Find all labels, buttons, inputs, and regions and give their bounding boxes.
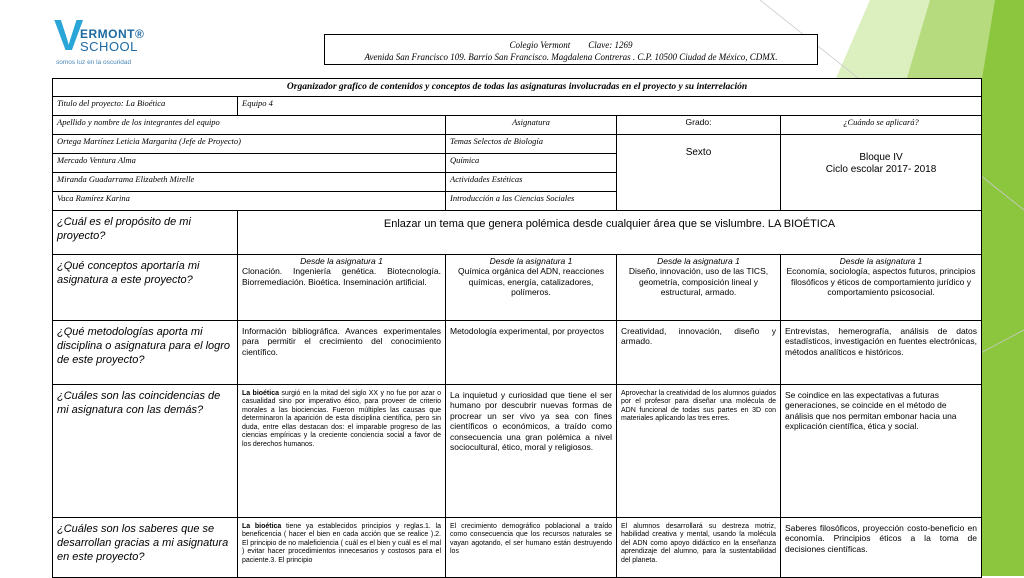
- concepts-text: Clonación. Ingeniería genética. Biotecnología. Biorremediación. Bioética. Inseminación artificial.: [242, 266, 441, 287]
- when-block: Bloque IV: [859, 151, 903, 163]
- methods-text: Información bibliográfica. Avances experimentales para permitir el crecimiento del conocimiento científico.: [238, 320, 446, 384]
- member-row: [53, 134, 982, 153]
- member-name: Ortega Martínez Leticia Margarita (Jefe de Proyecto): [53, 134, 446, 153]
- methods-text: Entrevistas, hemerografía, análisis de datos estadísticos, investigación en fuentes electrónicas, métodos analíticos e históricos.: [781, 320, 982, 384]
- when-cycle: Ciclo escolar 2017- 2018: [825, 163, 937, 175]
- organizer-table: [52, 78, 982, 578]
- table-title-row: [53, 79, 982, 97]
- answer-purpose: Enlazar un tema que genera polémica desde cualquier área que se vislumbre. LA BIOÉTICA: [238, 210, 982, 254]
- concepts-cell: [617, 254, 781, 320]
- coincidences-row: [53, 384, 982, 517]
- question-coincidences: ¿Cuáles son las coincidencias de mi asignatura con las demás?: [53, 384, 238, 517]
- desde-label: Desde la asignatura 1: [657, 255, 740, 266]
- logo-slogan: somos luz en la oscuridad: [56, 59, 132, 66]
- desde-label: Desde la asignatura 1: [489, 255, 573, 266]
- table-title: Organizador grafico de contenidos y conceptos de todas las asignaturas involucradas en el proyecto y su interrelación: [53, 79, 982, 97]
- desde-label: Desde la asignatura 1: [300, 255, 383, 266]
- knowledge-body: tiene ya establecidos principios y reglas.1. la beneficencia ( hacer el bien en cada acción que se realice ).2. El principio de no maleficiencia ( cuál es el bien y cuál es el mal ) evitar hacer procedimientos innecesarios y costosos para el paciente.3. El principio: [242, 522, 441, 564]
- member-name: Vaca Ramírez Karina: [53, 191, 446, 210]
- members-header: Apellido y nombre de los integrantes del equipo: [53, 115, 446, 134]
- grade-header: Grado:: [617, 115, 781, 134]
- coincidences-text: Se coindice en las expectativas a futuras generaciones, se coincide en el método de análisis que nos permitan embonar hacia una explicación científica, ética y social.: [781, 384, 982, 517]
- purpose-row: [53, 210, 982, 254]
- member-name: Mercado Ventura Alma: [53, 153, 446, 172]
- concepts-text: Química orgánica del ADN, reacciones químicas, energía, catalizadores, polímeros.: [458, 266, 604, 297]
- question-knowledge: ¿Cuáles son los saberes que se desarrollan gracias a mi asignatura en este proyecto?: [53, 517, 238, 577]
- grade-value: Sexto: [617, 134, 781, 210]
- project-title: Titulo del proyecto: La Bioética: [53, 96, 238, 115]
- knowledge-text: El crecimiento demográfico poblacional a traído como consecuencia que los recursos naturales se vayan agotando, el ser humano están destruyendo los: [446, 517, 617, 577]
- member-subject: Química: [446, 153, 617, 172]
- member-subject: Temas Selectos de Biología: [446, 134, 617, 153]
- coincidences-text: [238, 384, 446, 517]
- concepts-row: [53, 254, 982, 320]
- organizer-table-wrapper: [52, 78, 981, 578]
- question-purpose: ¿Cuál es el propósito de mi proyecto?: [53, 210, 238, 254]
- question-concepts: ¿Qué conceptos aportaría mi asignatura a este proyecto?: [53, 254, 238, 320]
- logo-brand-top: ERMONT®: [80, 27, 145, 41]
- methods-text: Metodología experimental, por proyectos: [446, 320, 617, 384]
- coincidences-body: surgió en la mitad del siglo XX y no fue por azar o casualidad sino por imperativo ético, para proveer de criterio morales a las biociencias. Fueron múltiples las causas que determinaron la aparición de esta disciplina científica, pero sin duda, entre ellas destacan dos: el imparable progreso de las ciencias empíricas y la creciente conciencia social a favor de los derechos humanos.: [242, 389, 441, 448]
- desde-label: Desde la asignatura 1: [839, 255, 923, 266]
- members-header-row: [53, 115, 982, 134]
- project-row: [53, 96, 982, 115]
- coincidences-text: Aprovechar la creatividad de los alumnos guiados por el profesor para diseñar una molécula de ADN funcional de todas sus partes en 3D con materiales aplicando las tres erres.: [617, 384, 781, 517]
- member-subject: Introducción a las Ciencias Sociales: [446, 191, 617, 210]
- knowledge-row: [53, 517, 982, 577]
- concepts-text: Economía, sociología, aspectos futuros, principios filosóficos y éticos de comportamiento jurídico y comportamiento psicosocial.: [786, 266, 976, 297]
- subject-header: Asignatura: [446, 115, 617, 134]
- school-address: Avenida San Francisco 109. Barrio San Francisco. Magdalena Contreras . C.P. 10500 Ciudad de México, CDMX.: [364, 52, 778, 62]
- knowledge-text: [238, 517, 446, 577]
- vermont-logo: [50, 11, 160, 70]
- bioetica-bold: La bioética: [242, 522, 282, 530]
- when-value: [781, 134, 982, 210]
- concepts-text: Diseño, innovación, uso de las TICS, geometría, composición lineal y estructural, armado.: [628, 266, 769, 297]
- member-name: Miranda Guadarrama Elizabeth Mirelle: [53, 172, 446, 191]
- coincidences-text: La inquietud y curiosidad que tiene el ser humano por descubrir nuevas formas de procrear un ser vivo ya sea con fines científicos o económicos, a traído como consecuencia una gran polémica a nivel sociocultural, ético, moral y religiosos.: [446, 384, 617, 517]
- question-methods: ¿Qué metodologías aporta mi disciplina o asignatura para el logro de este proyecto?: [53, 320, 238, 384]
- member-subject: Actividades Estéticas: [446, 172, 617, 191]
- school-header: [324, 34, 818, 65]
- school-name: Colegio Vermont Clave: 1269: [509, 40, 633, 50]
- concepts-cell: [238, 254, 446, 320]
- knowledge-text: El alumnos desarrollará su destreza motriz, habilidad creativa y mental, usando la molécula del ADN como apoyo didáctico en la enseñanza aprendizaje del alumno, para la sustentabilidad del planeta.: [617, 517, 781, 577]
- bioetica-bold: La bioética: [242, 389, 279, 397]
- when-header: ¿Cuándo se aplicará?: [781, 115, 982, 134]
- methods-text: Creatividad, innovación, diseño y armado.: [617, 320, 781, 384]
- logo-mark: V: [54, 11, 84, 60]
- concepts-cell: [446, 254, 617, 320]
- logo-brand-bottom: SCHOOL: [80, 39, 138, 54]
- team-name: Equipo 4: [238, 96, 982, 115]
- concepts-cell: [781, 254, 982, 320]
- methods-row: [53, 320, 982, 384]
- knowledge-text: Saberes filosóficos, proyección costo-beneficio en economía. Principios éticos a la toma de decisiones científicas.: [781, 517, 982, 577]
